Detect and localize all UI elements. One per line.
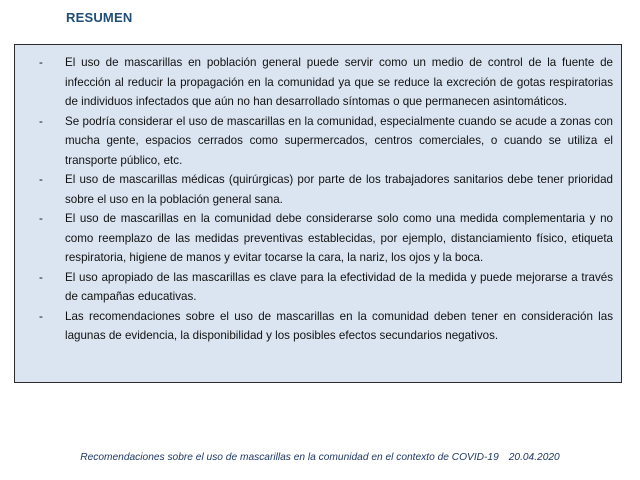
list-item [15,268,613,307]
list-item-text: El uso de mascarillas médicas (quirúrgicas) por parte de los trabajadores sanitarios debe tener prioridad sobre el uso en la población general sana. [65,173,613,206]
bullet-dash: - [39,309,43,323]
list-item-text: El uso apropiado de las mascarillas es clave para la efectividad de la medida y puede mejorarse a través de campañas educativas. [65,270,613,303]
summary-box [14,44,622,383]
bullet-dash: - [39,56,43,69]
list-item-text: Se podría considerar el uso de mascarillas en la comunidad, especialmente cuando se acude a zonas con mucha gente, espacios cerrados como supermercados, centros comerciales, o cuando se utiliza el transporte público, etc. [65,114,613,167]
list-item [15,170,613,209]
list-item-text: El uso de mascarillas en población general puede servir como un medio de control de la fuente de infección al reducir la propagación en la comunidad ya que se reduce la excreción de gotas respiratorias de individuos infectados que aún no han desarrollado síntomas o que permanecen asintomáticos. [65,56,613,108]
document-footer [0,452,640,463]
summary-list [15,53,613,346]
list-item [15,112,613,171]
list-item [15,307,613,346]
summary-heading: RESUMEN [66,10,133,25]
list-item [15,209,613,268]
bullet-dash: - [39,212,43,225]
footer-title: Recomendaciones sobre el uso de mascarillas en la comunidad en el contexto de COVID-19 [80,452,499,463]
bullet-dash: - [39,270,43,284]
bullet-dash: - [39,114,43,128]
footer-date: 20.04.2020 [508,452,560,463]
list-item-text: Las recomendaciones sobre el uso de mascarillas en la comunidad deben tener en consideración las lagunas de evidencia, la disponibilidad y los posibles efectos secundarios negativos. [65,309,613,342]
bullet-dash: - [39,173,43,186]
list-item-text: El uso de mascarillas en la comunidad debe considerarse solo como una medida complementaria y no como reemplazo de las medidas preventivas establecidas, por ejemplo, distanciamiento físico, etiqueta respiratoria, higiene de manos y evitar tocarse la cara, la nariz, los ojos y la boca. [65,212,613,264]
list-item [15,53,613,112]
